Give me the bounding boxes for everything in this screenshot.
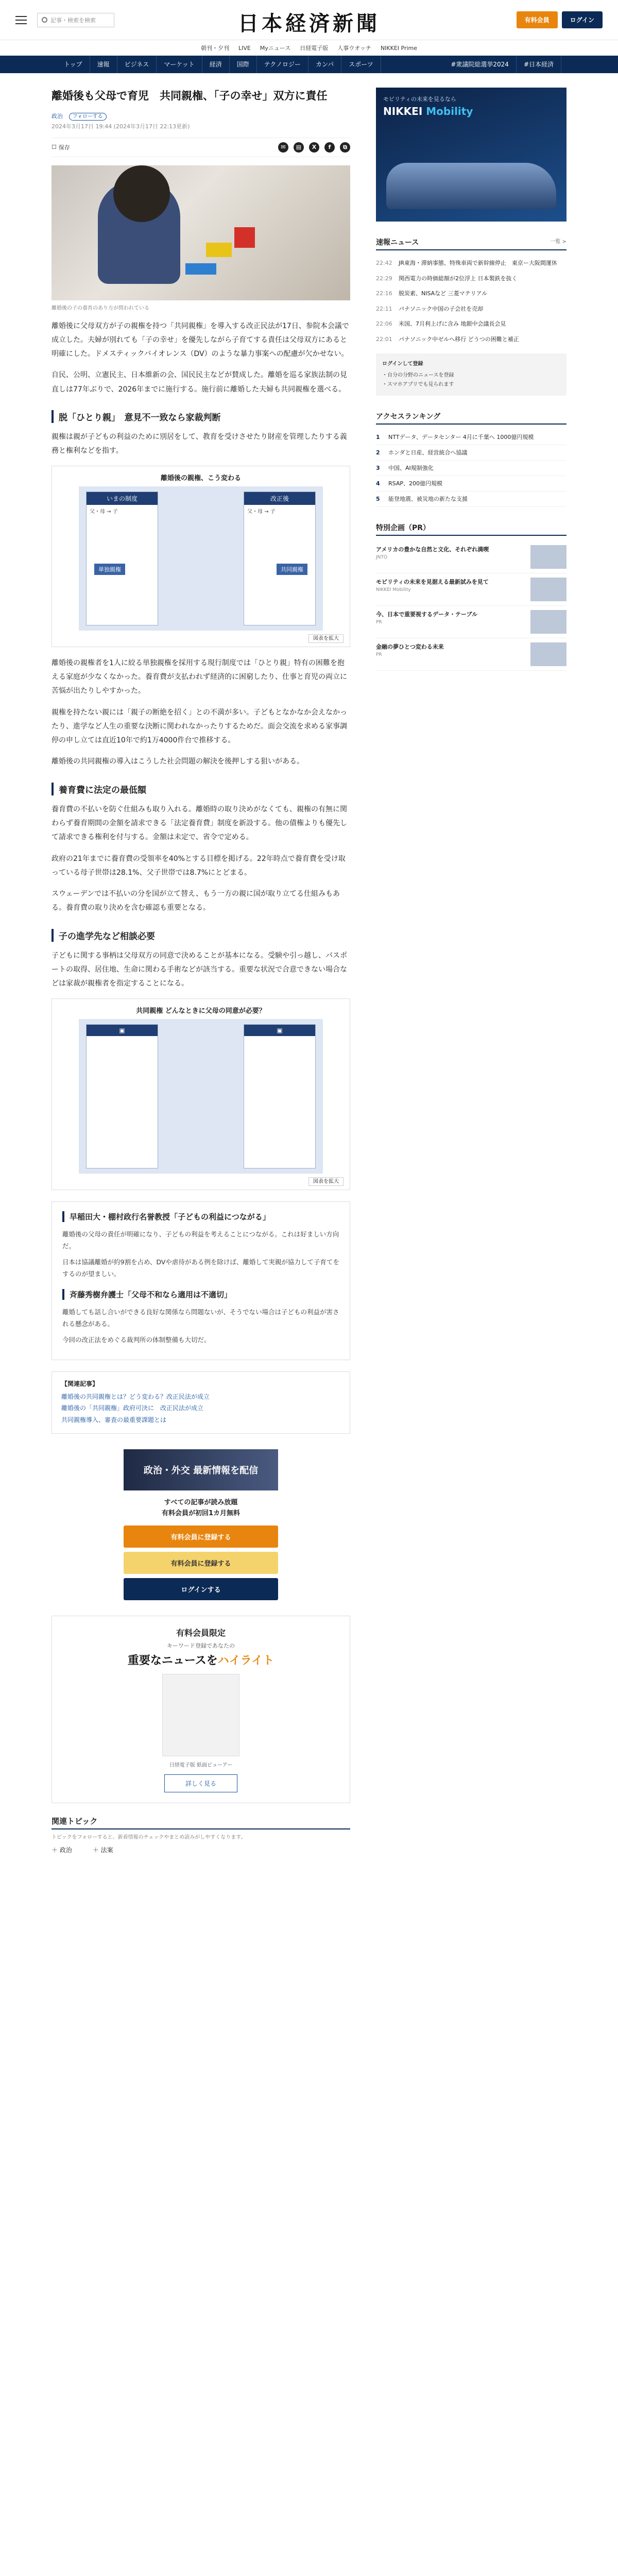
special-title: 特別企画（PR） bbox=[376, 523, 431, 532]
top-bar bbox=[0, 0, 618, 40]
related-link[interactable]: 共同親権導入、審査の最重要課題とは bbox=[61, 1416, 167, 1424]
paragraph: スウェーデンでは不払いの分を国が立て替え、もう一方の親に国が取り立てる仕組みもある。養育費の取り決めを含む確認も重要となる。 bbox=[52, 890, 340, 912]
nav-world[interactable]: 国際 bbox=[230, 56, 257, 73]
photo-caption: 離婚後の子の養育のあり方が問われている bbox=[52, 305, 149, 311]
news-item[interactable]: 22:06 米国、7月利上げに含み 地銀中会議長会見 bbox=[376, 320, 506, 328]
nav-economy[interactable]: 経済 bbox=[202, 56, 230, 73]
article-photo bbox=[52, 165, 350, 300]
callout-heading: 早稲田大・棚村政行名誉教授「子どもの利益につながる」 bbox=[62, 1211, 339, 1222]
promo-details-button[interactable]: 詳しく見る bbox=[164, 1774, 237, 1792]
ad-car-image bbox=[386, 163, 556, 209]
promo-image bbox=[162, 1674, 239, 1756]
login-prompt-line: ・自分の分野のニュースを登録 bbox=[382, 372, 454, 378]
ad-headline-em: Mobility bbox=[426, 105, 473, 117]
login-prompt[interactable] bbox=[376, 353, 566, 396]
related-articles bbox=[52, 1371, 350, 1434]
paywall bbox=[52, 1449, 350, 1600]
callout-paragraph: 今回の改正法をめぐる裁判所の体制整備も大切だ。 bbox=[62, 1336, 211, 1344]
x-share-icon[interactable]: X bbox=[309, 142, 319, 152]
promo-caption: 日経電子版 紙面ビューアー bbox=[169, 1762, 233, 1768]
section-heading: 脱「ひとり親」 意見不一致なら家裁判断 bbox=[52, 410, 350, 423]
main-nav bbox=[0, 56, 618, 73]
nav-tech[interactable]: テクノロジー bbox=[257, 56, 308, 73]
figure-col: ▣ bbox=[244, 1025, 315, 1036]
subnav-item[interactable]: 朝刊・夕刊 bbox=[200, 45, 229, 52]
related-title: 【関連記事】 bbox=[61, 1380, 99, 1387]
nav-business[interactable]: ビジネス bbox=[117, 56, 157, 73]
paywall-login-button[interactable]: ログインする bbox=[124, 1578, 278, 1600]
article-date: 2024年3月17日 19:44 (2024年3月17日 22:13更新) bbox=[52, 123, 190, 130]
paywall-banner: 政治・外交 最新情報を配信 bbox=[124, 1449, 278, 1490]
ranking-item[interactable]: 4 RSAP、200億円規模 bbox=[376, 476, 566, 492]
search-input[interactable]: 記事・検索を検索 bbox=[37, 13, 114, 27]
news-item[interactable]: 22:01 パナソニック中ゼルへ移行 どうつの困難と補正 bbox=[376, 335, 519, 343]
paragraph: 親権を持たない親には「親子の断絶を招く」との不満が多い。子どもとなかなか会えなかったり、進学など人生の重要な決断に関われなかったりするためだ。面会交流を求める家事調停の申し立ては直近10年で約1万4000件台で推移する。 bbox=[52, 708, 347, 745]
paragraph: 子どもに関する事柄は父母双方の同意で決めることが基本になる。受験や引っ越し、パスポートの取得、居住地、生命に関わる手術などが該当する。重要な状況で合意できない場合などは家裁が親権者を指定することになる。 bbox=[52, 951, 347, 988]
news-section-title: 速報ニュース bbox=[376, 239, 419, 247]
register-button[interactable]: 有料会員に登録する bbox=[124, 1526, 278, 1548]
highlight-promo bbox=[52, 1616, 350, 1803]
topics-sub: トピックをフォローすると、新着情報のチェックやまとめ読みがしやすくなります。 bbox=[52, 1834, 246, 1840]
callout-paragraph: 離婚後の父母の責任が明確になり、子どもの利益を考えることにつながる。これは好ましい方向だ。 bbox=[62, 1230, 339, 1250]
nav-sports[interactable]: スポーツ bbox=[341, 56, 381, 73]
ad-headline: NIKKEI bbox=[383, 105, 426, 117]
nav-sokuho[interactable]: 速報 bbox=[90, 56, 117, 73]
paragraph: 離婚後の共同親権の導入はこうした社会問題の解決を後押しする狙いがある。 bbox=[52, 757, 304, 766]
subnav-item[interactable]: 人事ウオッチ bbox=[337, 45, 371, 52]
callout-paragraph: 離婚しても話し合いができる良好な関係なら問題ないが、そうでない場合は子どもの利益が害される懸念がある。 bbox=[62, 1308, 339, 1328]
news-more-link[interactable]: 一覧 > bbox=[550, 239, 566, 245]
menu-icon[interactable] bbox=[15, 16, 27, 24]
login-prompt-head: ログインして登録 bbox=[382, 361, 423, 367]
related-link[interactable]: 離婚後の共同親権とは？どう変わる？改正民法が成立 bbox=[61, 1393, 210, 1400]
subnav-item[interactable]: 日経電子版 bbox=[300, 45, 329, 52]
paragraph: 養育費の不払いを防ぐ仕組みも取り入れる。離婚時の取り決めがなくても、親権の有無に関わらず養育期間の金額を請求できる「法定養育費」制度を新設する。他の債権よりも優先して請求できる権利を付与する。金額は未定で、省令で定める。 bbox=[52, 805, 347, 842]
figure-zoom-button[interactable]: 図表を拡大 bbox=[308, 1177, 344, 1186]
news-item[interactable]: 22:29 関西電力の時価総額が2位浮上 日本製鉄を抜く bbox=[376, 275, 518, 282]
paywall-text: すべての記事が読み放題 有料会員が初回1カ月無料 bbox=[161, 1498, 241, 1517]
news-item[interactable]: 22:16 脱炭素、NISAなど 三菱マテリアル bbox=[376, 290, 488, 297]
figure-col-current: いまの制度 bbox=[87, 492, 158, 505]
save-button[interactable]: ☐ 保存 bbox=[52, 144, 70, 151]
nav-top[interactable]: トップ bbox=[57, 56, 90, 73]
figure-title: 共同親権 どんなときに父母の同意が必要？ bbox=[136, 1007, 266, 1015]
paragraph: 離婚後に父母双方が子の親権を持つ「共同親権」を導入する改正民法が17日、参院本会議で成立した。夫婦が別れても「子の幸せ」を優先しながら子育てする責任は父母双方にあると明確にした。ドメスティックバイオレンス（DV）のような暴力事案への配慮が欠かせない。 bbox=[52, 321, 349, 359]
special-item[interactable]: 金融の夢ひとつ変わる未来 PR bbox=[376, 638, 566, 671]
gift-icon[interactable]: ✉ bbox=[278, 142, 288, 152]
subnav-item[interactable]: NIKKEI Prime bbox=[380, 44, 418, 52]
subnav-item[interactable]: LIVE bbox=[238, 44, 251, 52]
register-button-alt[interactable]: 有料会員に登録する bbox=[124, 1552, 278, 1574]
special-item[interactable]: アメリカの豊かな自然と文化、それぞれ満喫 JNTO bbox=[376, 541, 566, 573]
expert-comments bbox=[52, 1201, 350, 1360]
nav-tag-election[interactable]: #衆議院総選挙2024 bbox=[443, 56, 517, 73]
paragraph: 自民、公明、立憲民主、日本維新の会、国民民主などが賛成した。離婚を巡る家族法制の見直しは77年ぶりで、2026年までに施行する。施行前に離婚した夫婦も共同親権を選べる。 bbox=[52, 371, 347, 394]
nav-kanpa[interactable]: カンパ bbox=[308, 56, 341, 73]
figure-box-sole: 単独親権 bbox=[94, 564, 125, 575]
login-prompt-line: ・スマホアプリでも見られます bbox=[382, 381, 454, 387]
special-thumb bbox=[530, 610, 566, 634]
article-category[interactable]: 政治 bbox=[52, 112, 63, 120]
figure-title: 離婚後の親権、こう変わる bbox=[160, 474, 241, 482]
figure-consent bbox=[52, 998, 350, 1190]
figure-cell: 父・母 → 子 bbox=[247, 509, 276, 515]
nav-tag-economy[interactable]: #日本経済 bbox=[517, 56, 561, 73]
section-heading: 養育費に法定の最低額 bbox=[52, 783, 350, 795]
related-link[interactable]: 離婚後の「共同親権」政府可決に 改正民法が成立 bbox=[61, 1404, 204, 1412]
share-bar bbox=[52, 138, 350, 157]
paragraph: 離婚後の親権者を1人に絞る単独親権を採用する現行制度では「ひとり親」特有の困難を抱える家庭が少なくなかった。養育費が支払われず経済的に困窮したり、仕事と育児の両立に苦悩が出たりしやすかった。 bbox=[52, 658, 347, 696]
promo-headline-em: ハイライト bbox=[217, 1654, 274, 1667]
topic-tag[interactable]: ＋ 法案 bbox=[92, 1846, 113, 1854]
callout-paragraph: 日本は協議離婚が約9割を占め、DVや虐待がある例を除けば、離婚して実親が協力して子育てをするのが望ましい。 bbox=[62, 1258, 339, 1278]
paragraph: 政府の21年までに養育費の受領率を40%とする目標を掲げる。22年時点で養育費を受け取っている母子世帯は28.1%、父子世帯では8.7%にとどまる。 bbox=[52, 854, 346, 877]
sidebar bbox=[376, 88, 566, 1854]
nav-market[interactable]: マーケット bbox=[157, 56, 202, 73]
link-copy-icon[interactable]: ⧉ bbox=[340, 142, 350, 152]
bookmark-icon: ☐ bbox=[52, 144, 57, 151]
ad-banner[interactable] bbox=[376, 88, 566, 222]
section-heading: 子の進学先など相談必要 bbox=[52, 929, 350, 942]
topic-tag[interactable]: ＋ 政治 bbox=[52, 1846, 72, 1854]
topics-title: 関連トピック bbox=[52, 1816, 350, 1829]
promo-headline: 重要なニュースを bbox=[127, 1654, 218, 1667]
article-title: 離婚後も父母で育児 共同親権、「子の幸せ」双方に責任 bbox=[52, 90, 328, 102]
callout-heading: 斉藤秀樹弁護士「父母不和なら適用は不適切」 bbox=[62, 1289, 339, 1300]
search-icon bbox=[42, 17, 47, 23]
special-item[interactable]: モビリティの未来を見据える最新試みを見て NIKKEI Mobility bbox=[376, 573, 566, 606]
ranking-item[interactable]: 3 中国、AI規制強化 bbox=[376, 461, 566, 476]
promo-title: 有料会員限定 bbox=[176, 1628, 226, 1638]
subscribe-button[interactable]: 有料会員 bbox=[517, 11, 558, 28]
figure-custody-change bbox=[52, 466, 350, 647]
ranking-title: アクセスランキング bbox=[376, 412, 441, 421]
news-item[interactable]: 22:11 パナソニック中国の子会社を売却 bbox=[376, 305, 484, 312]
special-thumb bbox=[530, 578, 566, 601]
figure-box-joint: 共同親権 bbox=[277, 564, 307, 575]
news-item[interactable]: 22:42 JR東海・滞納事態、特殊車両で新幹線停止 東京ー大阪間運休 bbox=[376, 260, 557, 266]
site-logo[interactable]: 日本経済新聞 bbox=[238, 11, 380, 36]
facebook-share-icon[interactable]: f bbox=[324, 142, 335, 152]
figure-col-revised: 改正後 bbox=[244, 492, 315, 505]
figure-zoom-button[interactable]: 図表を拡大 bbox=[308, 634, 344, 643]
figure-col: ▣ bbox=[87, 1025, 158, 1036]
related-topics bbox=[52, 1816, 350, 1854]
article bbox=[52, 88, 350, 1854]
figure-cell: 父・母 → 子 bbox=[90, 509, 118, 515]
special-thumb bbox=[530, 642, 566, 666]
special-thumb bbox=[530, 545, 566, 569]
ranking-item[interactable]: 1 NTTデータ、データセンター 4月に千葉へ 1000億円規模 bbox=[376, 430, 566, 445]
promo-sub: キーワード登録であなたの bbox=[167, 1642, 235, 1649]
print-icon[interactable]: ▤ bbox=[294, 142, 304, 152]
paragraph: 親権は親が子どもの利益のために別居をして、教育を受けさせたり財産を管理したりする義務と権利などを指す。 bbox=[52, 433, 347, 455]
login-button[interactable]: ログイン bbox=[562, 11, 603, 28]
subnav-item[interactable]: Myニュース bbox=[260, 45, 291, 52]
special-item[interactable]: 今、日本で重要視するデータ・テーブル PR bbox=[376, 606, 566, 638]
ad-tagline: モビリティの未来を見るなら bbox=[383, 96, 456, 103]
sub-nav bbox=[0, 40, 618, 56]
ranking-item[interactable]: 2 ホンダと日産、経営統合へ協議 bbox=[376, 445, 566, 461]
ranking-item[interactable]: 5 能登地震、被災地の新たな支援 bbox=[376, 492, 566, 507]
follow-button[interactable]: フォローする bbox=[69, 113, 107, 121]
